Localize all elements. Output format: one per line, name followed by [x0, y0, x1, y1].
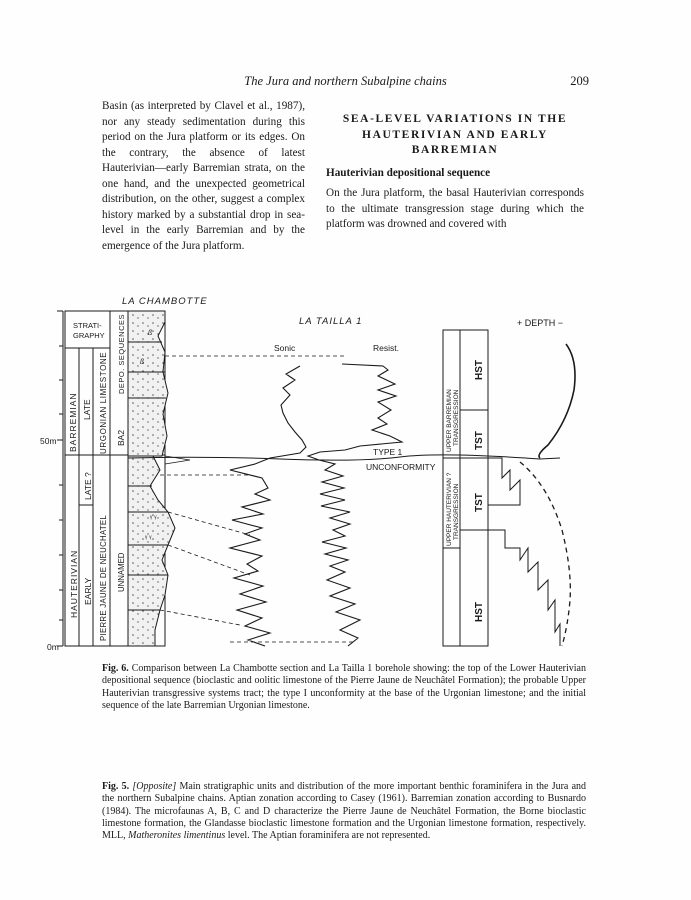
stage-early-hauterivian: EARLY: [83, 577, 93, 605]
fig5-caption-text-b: level. The Aptian foraminifera are not represented.: [225, 830, 431, 842]
la-chambotte-title: LA CHAMBOTTE: [122, 296, 208, 307]
fig5-species-name: Matheronites limentinus: [128, 830, 226, 842]
sonic-log-curve: [230, 366, 306, 646]
stage-late-hauterivian: LATE ?: [83, 472, 93, 500]
figure-5-caption: [102, 781, 586, 842]
running-title: The Jura and northern Subalpine chains: [244, 74, 447, 88]
svg-text:ᵞ ᵞ: ᵞ ᵞ: [150, 515, 157, 522]
tract-tst-lower: TST: [474, 493, 485, 512]
stage-late-barremian: LATE: [82, 399, 92, 420]
seq-transgression-lower: TRANSGRESSION: [453, 483, 460, 540]
page-number: 209: [570, 74, 589, 88]
subsection-heading: Hauterivian depositional sequence: [326, 167, 491, 179]
lithology-column: [128, 311, 175, 646]
resistivity-log-label: Resist.: [373, 343, 399, 353]
sonic-log-label: Sonic: [274, 343, 296, 353]
type1-label: TYPE 1: [373, 447, 403, 457]
depth-scale: [40, 311, 63, 652]
svg-text:ᵞ ᵞ: ᵞ ᵞ: [145, 535, 152, 542]
fig5-label: Fig. 5.: [102, 781, 130, 792]
depo-sequences-label: DEPO. SEQUENCES: [117, 313, 126, 394]
fig5-caption-text-a: Main stratigraphic units and distribution of the more important benthic foraminifera in the Jura and the northern Subalpine chains. Aptian zonation according to Casey (1961). Barremian zonation according to Busnardo (1984). The microfaunas A, B, C and D characterize the Pierre Jaune de Neuchâtel Formation, the Borne bioclastic limestone formation, the Glandasse bioclastic limestone formation and the Urgonian limestone formation, respectively. MLL,: [102, 781, 587, 842]
depth-axis-label: + DEPTH −: [517, 318, 564, 328]
la-tailla-title: LA TAILLA 1: [299, 316, 363, 327]
tract-tst-upper: TST: [474, 431, 485, 450]
fig6-caption-text: Comparison between La Chambotte section and La Tailla 1 borehole showing: the top of the Lower Hauterivian depositional sequence (bioclastic and oolitic limestone of the Pierre Jaune de Neuchâtel Formation); the probable Upper Hauterivian transgressive systems tract; the type I unconformity at the base of the Urgonian limestone; and the initial sequence of the late Barremian Urgonian limestone.: [102, 663, 586, 711]
svg-text:ß: ß: [140, 359, 145, 366]
sequence-column: [443, 330, 488, 646]
stage-barremian: BARREMIAN: [68, 392, 78, 452]
tract-hst-upper: HST: [474, 360, 485, 380]
stage-hauterivian: HAUTERIVIAN: [69, 549, 79, 618]
seq-upper-barremian: UPPER BARREMIAN: [446, 389, 453, 452]
fig6-label: Fig. 6.: [102, 663, 129, 674]
formation-urgonian: URGONIAN LIMESTONE: [99, 351, 108, 454]
tract-hst-lower: HST: [474, 602, 485, 622]
figure-6-caption: [102, 663, 586, 712]
resistivity-log-curve: [308, 364, 402, 646]
scale-label-0m: 0m: [47, 642, 59, 652]
formation-pierre-jaune: PIERRE JAUNE DE NEUCHATEL: [99, 514, 108, 641]
right-column-text: On the Jura platform, the basal Hauterivian corresponds to the ultimate transgression stage during which the platform was drowned and covered with: [326, 187, 584, 230]
sea-level-curve: [539, 344, 575, 458]
unit-ba2: BA2: [116, 429, 126, 446]
strati-header-2: GRAPHY: [73, 331, 105, 340]
strati-header-1: STRATI-: [73, 321, 102, 330]
left-column-text: Basin (as interpreted by Clavel et al., 1987), nor any steady sedimentation during this period on the Jura platform or its edges. On the contrary, the absence of latest Hauterivian—early Barremian strata, on the one hand, and the unexpected geometrical distribution, on the other, suggest a complex history marked by a substantial drop in sea-level in the early Barremian and by the emergence of the Jura platform.: [102, 100, 305, 252]
seq-transgression-upper: TRANSGRESSION: [453, 389, 460, 446]
unconformity-label: UNCONFORMITY: [366, 462, 436, 472]
scale-label-50m: 50m: [40, 436, 57, 446]
section-heading: SEA-LEVEL VARIATIONS IN THE HAUTERIVIAN AND EARLY BARREMIAN: [342, 113, 568, 156]
unit-unnamed: UNNAMED: [117, 552, 126, 592]
seq-upper-hauterivian: UPPER HAUTERIVIAN ?: [446, 472, 453, 546]
svg-text:ß: ß: [148, 330, 153, 337]
parasequence-stacking: [488, 458, 560, 646]
fig5-opposite: [Opposite]: [132, 781, 177, 792]
